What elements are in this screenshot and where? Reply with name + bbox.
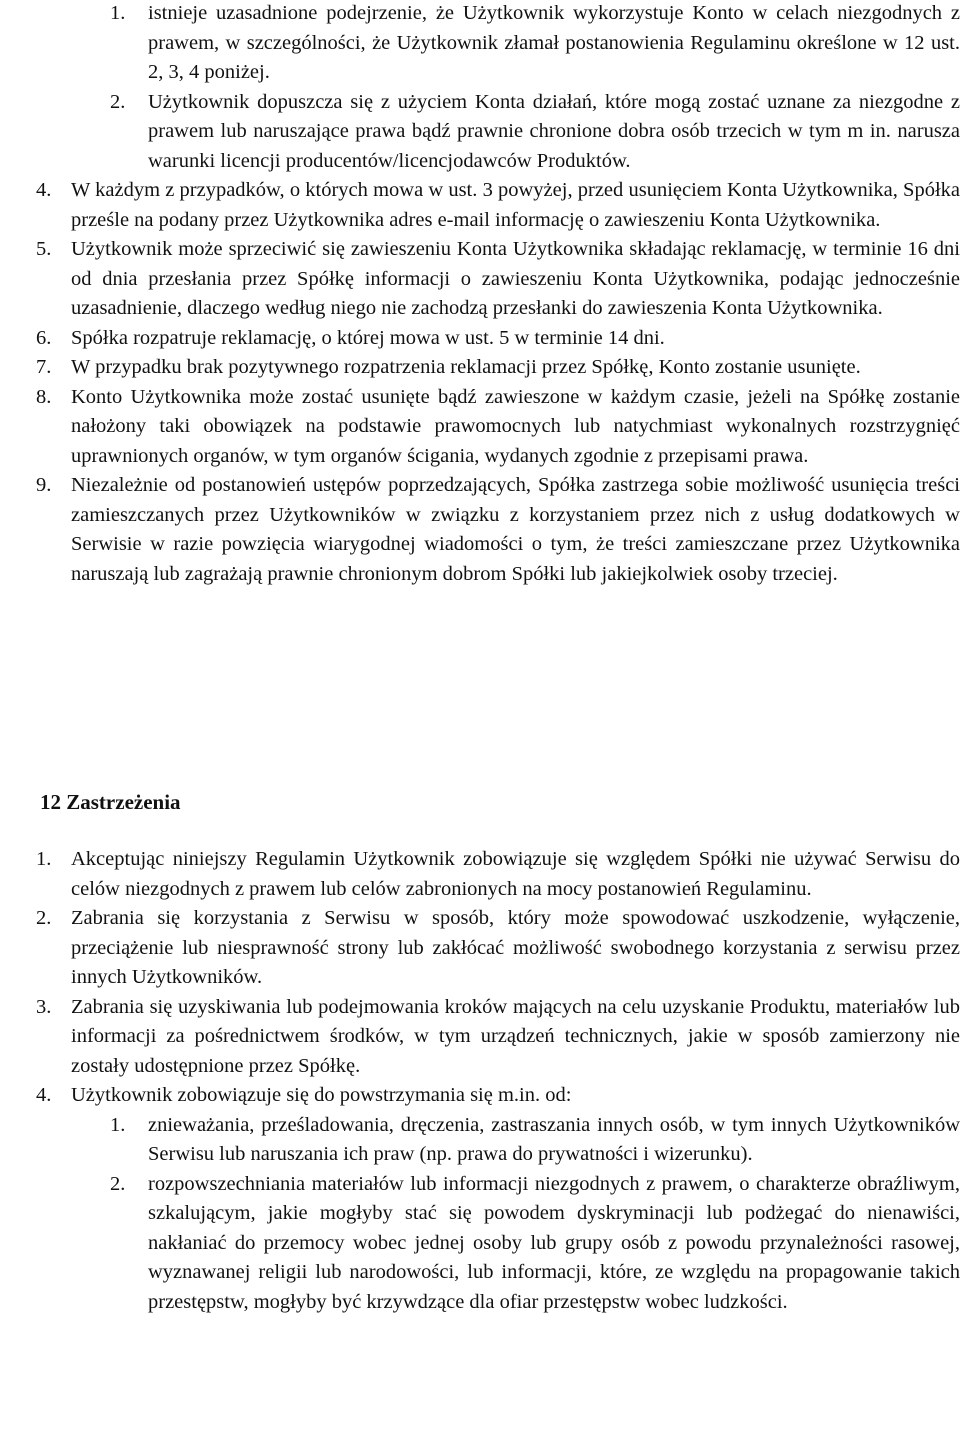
item-number: 8. <box>36 385 52 408</box>
item-text: W przypadku brak pozytywnego rozpatrzenia reklamacji przez Spółkę, Konto zostanie usunięte. <box>71 356 861 378</box>
item-text: Konto Użytkownika może zostać usunięte bądź zawieszone w każdym czasie, jeżeli na Spółkę zostanie nałożony taki obowiązek na podstawie prawomocnych lub natychmiast wykonalnych rozstrzygnięć uprawnionych organów, w tym organów ścigania, wydanych zgodnie z przepisami prawa. <box>71 385 960 467</box>
item-text: Użytkownik dopuszcza się z użyciem Konta działań, które mogą zostać uznane za niezgodne z prawem lub naruszające prawa bądź prawnie chronione dobra osób trzecich w tym m in. narusza warunki licencji producentów/licencjodawców Produktów. <box>148 90 960 172</box>
section-12-content <box>0 845 960 1317</box>
item-text: znieważania, prześladowania, dręczenia, zastraszania innych osób, w tym innych Użytkowników Serwisu lub naruszania ich praw (np. prawa do prywatności i wizerunku). <box>148 1113 960 1165</box>
item-number: 2. <box>36 907 52 929</box>
section-11-continuation <box>0 0 960 589</box>
list-item <box>0 993 960 1082</box>
item-number: 6. <box>36 326 52 349</box>
item-number: 1. <box>110 1113 126 1136</box>
sub-list <box>0 0 960 176</box>
item-number: 2. <box>110 1172 126 1195</box>
sub-list-item <box>0 1170 960 1318</box>
sub-list-item <box>0 0 960 88</box>
item-number: 4. <box>36 179 52 201</box>
item-number: 3. <box>36 995 52 1018</box>
numbered-list <box>0 176 960 589</box>
item-number: 1. <box>110 2 126 24</box>
list-item <box>0 176 960 235</box>
item-text: istnieje uzasadnione podejrzenie, że Użytkownik wykorzystuje Konto w celach niezgodnych z prawem, w szczególności, że Użytkownik złamał postanowienia Regulaminu określone w 12 ust. 2, 3, 4 poniżej. <box>148 2 960 83</box>
list-item <box>0 353 960 383</box>
item-text: rozpowszechniania materiałów lub informacji niezgodnych z prawem, o charakterze obraźliwym, szkalującym, jakie mogłyby stać się powodem dyskryminacji lub podżegać do nienawiści, nakłaniać do przemocy wobec jednej osoby lub grupy osób z powodu przynależności rasowej, wyznawanej religii lub narodowości, lub informacji, które, ze względu na propagowanie takich przestępstw, mogłyby być krzywdzące dla ofiar przestępstw wobec ludzkości. <box>148 1172 960 1313</box>
list-item <box>0 1081 960 1111</box>
item-text: Użytkownik może sprzeciwić się zawieszeniu Konta Użytkownika składając reklamację, w terminie 16 dni od dnia przesłania przez Spółkę informacji o zawieszeniu Konta Użytkownika, podając jednocześnie uzasadnienie, dlaczego według niego nie zachodzą przesłanki do zawieszenia Konta Użytkownika. <box>71 238 960 319</box>
item-number: 5. <box>36 238 52 260</box>
item-number: 4. <box>36 1084 52 1106</box>
item-text: W każdym z przypadków, o których mowa w ust. 3 powyżej, przed usunięciem Konta Użytkownika, Spółka prześle na podany przez Użytkownika adres e-mail informację o zawieszeniu Konta Użytkownika. <box>71 179 960 231</box>
numbered-list <box>0 845 960 1111</box>
section-heading: 12 Zastrzeżenia <box>40 790 181 814</box>
item-text: Użytkownik zobowiązuje się do powstrzymania się m.in. od: <box>71 1084 572 1106</box>
item-number: 2. <box>110 90 126 113</box>
item-number: 9. <box>36 474 52 496</box>
list-item <box>0 904 960 993</box>
list-item <box>0 471 960 589</box>
item-text: Zabrania się korzystania z Serwisu w sposób, który może spowodować uszkodzenie, wyłączenie, przeciążenie lub niesprawność strony lub zakłócać możliwość swobodnego korzystania z serwisu przez innych Użytkowników. <box>71 907 960 988</box>
sub-list <box>0 1111 960 1318</box>
item-number: 1. <box>36 848 52 870</box>
item-text: Niezależnie od postanowień ustępów poprzedzających, Spółka zastrzega sobie możliwość usunięcia treści zamieszczanych przez Użytkowników w związku z korzystaniem przez nich z usług dodatkowych w Serwisie w razie powzięcia wiarygodnej wiadomości o tym, że treści zamieszczane przez Użytkownika naruszają lub zagrażają prawnie chronionym dobrom Spółki lub jakiejkolwiek osoby trzeciej. <box>71 474 960 585</box>
list-item <box>0 383 960 472</box>
item-text: Zabrania się uzyskiwania lub podejmowania kroków mających na celu uzyskanie Produktu, materiałów lub informacji za pośrednictwem środków, w tym urządzeń technicznych, jakie w sposób zamierzony nie zostały udostępnione przez Spółkę. <box>71 995 960 1077</box>
list-item <box>0 324 960 354</box>
item-number: 7. <box>36 356 52 378</box>
sub-list-item <box>0 88 960 177</box>
item-text: Spółka rozpatruje reklamację, o której mowa w ust. 5 w terminie 14 dni. <box>71 326 665 349</box>
list-item <box>0 845 960 904</box>
list-item <box>0 235 960 324</box>
sub-list-item <box>0 1111 960 1170</box>
item-text: Akceptując niniejszy Regulamin Użytkownik zobowiązuje się względem Spółki nie używać Serwisu do celów niezgodnych z prawem lub celów zabronionych na mocy postanowień Regulaminu. <box>71 848 960 900</box>
